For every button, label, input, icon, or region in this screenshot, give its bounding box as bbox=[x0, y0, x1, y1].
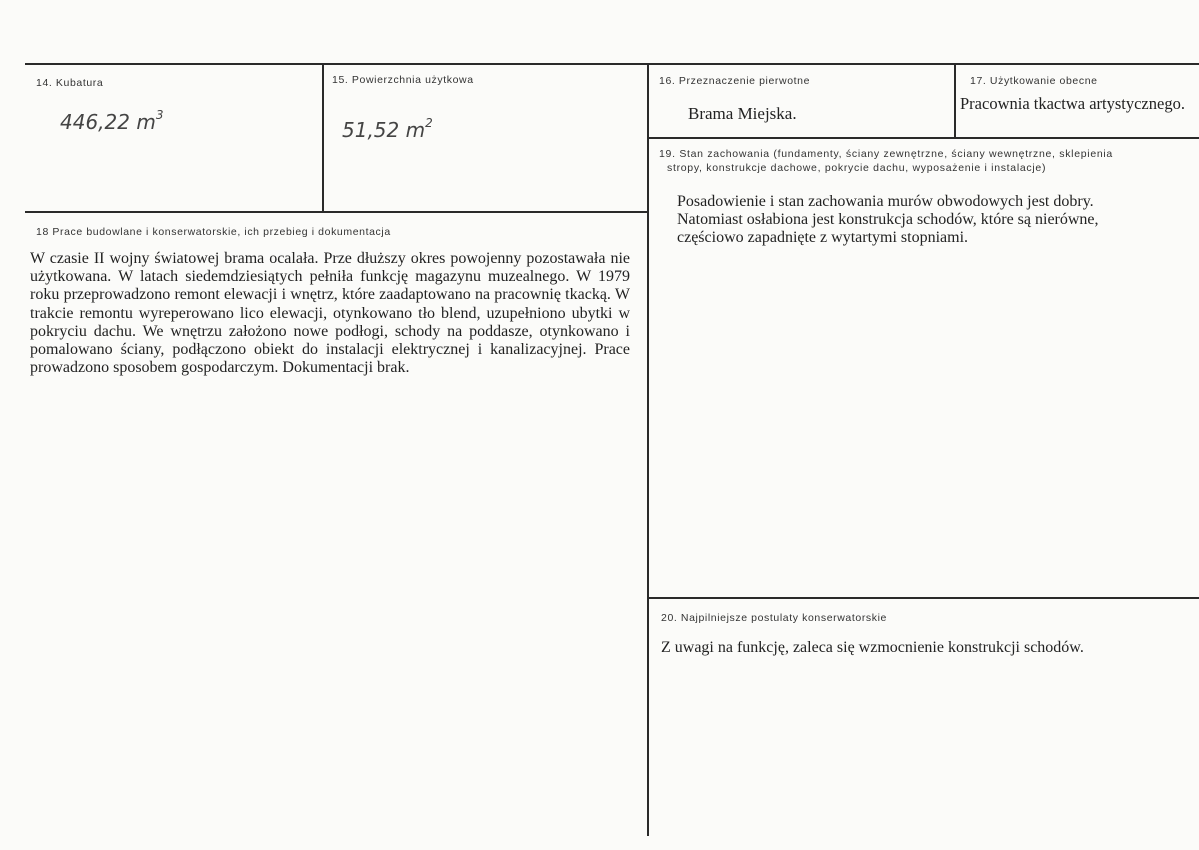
field-label: 18 Prace budowlane i konserwatorskie, ich przebieg i dokumentacja bbox=[36, 226, 391, 238]
field-text: W czasie II wojny światowej brama ocalała. Prze dłuższy okres powojenny pozostawała nie użytkowana. W latach siedemdziesiątych pełniła funkcję magazynu muzealnego. W 1979 roku przeprowadzono remont elewacji i wnętrz, które zaadaptowano na pracownię tkacką. W trakcie remontu wyreperowano lico elewacji, otynkowano tło blend, uzupełniono ubytki w pokryciu dachu. We wnętrzu założono nowe podłogi, schody na poddasze, otynkowano i pomalowano ściany, podłączono obiekt do instalacji elektrycznej i kanalizacyjnej. Prace prowadzono sposobem gospodarczym. Dokumentacji brak. bbox=[30, 250, 630, 377]
rule-above-19 bbox=[647, 137, 1199, 139]
field-label: 17. Użytkowanie obecne bbox=[970, 75, 1098, 87]
divider-14-15 bbox=[322, 63, 324, 213]
rule-above-20 bbox=[647, 597, 1199, 599]
field-label-line1: 19. Stan zachowania (fundamenty, ściany zewnętrzne, ściany wewnętrzne, sklepienia bbox=[659, 148, 1113, 160]
field-label: 14. Kubatura bbox=[36, 77, 104, 89]
field-value: Brama Miejska. bbox=[688, 104, 797, 123]
field-label: 15. Powierzchnia użytkowa bbox=[332, 74, 474, 86]
field-value: Pracownia tkactwa artystycznego. bbox=[960, 94, 1185, 113]
divider-16-17 bbox=[954, 63, 956, 138]
field-label-line2: stropy, konstrukcje dachowe, pokrycie dachu, wyposażenie i instalacje) bbox=[667, 162, 1047, 174]
rule-above-18 bbox=[25, 211, 648, 213]
field-label: 16. Przeznaczenie pierwotne bbox=[659, 75, 811, 87]
field-text: Posadowienie i stan zachowania murów obwodowych jest dobry. Natomiast osłabiona jest konstrukcja schodów, które są nierówne, częściowo zapadnięte z wytartymi stopniami. bbox=[677, 193, 1099, 247]
field-value: 446,22 $m^3$ bbox=[60, 108, 164, 134]
field-value: 51,52 $m^2$ bbox=[342, 116, 433, 142]
top-rule bbox=[25, 63, 1199, 65]
center-divider bbox=[647, 63, 649, 836]
field-text: Z uwagi na funkcję, zaleca się wzmocnienie konstrukcji schodów. bbox=[661, 639, 1084, 656]
field-label: 20. Najpilniejsze postulaty konserwatorskie bbox=[661, 612, 887, 624]
